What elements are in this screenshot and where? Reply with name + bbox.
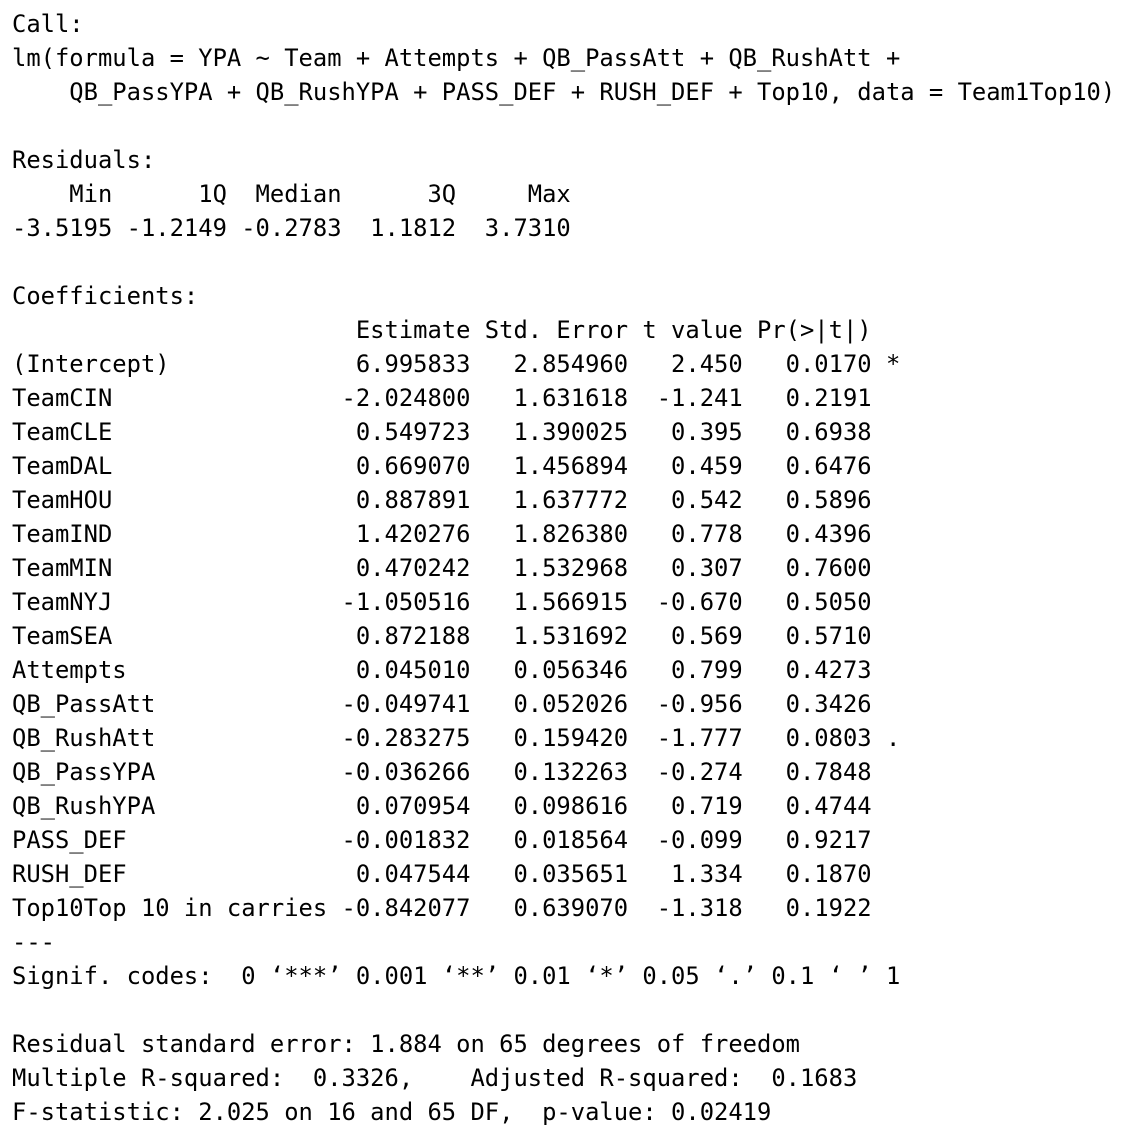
residuals-header: Min 1Q Median 3Q Max [12,180,571,208]
residuals-label: Residuals: [12,146,156,174]
blank-line [12,245,1148,279]
f-statistic-line: F-statistic: 2.025 on 16 and 65 DF, p-value: 0.02419 [12,1098,772,1126]
coefficient-row: PASS_DEF -0.001832 0.018564 -0.099 0.9217 [12,826,872,854]
coefficients-header: Estimate Std. Error t value Pr(>|t|) [12,316,872,344]
coefficient-row: TeamCIN -2.024800 1.631618 -1.241 0.2191 [12,384,872,412]
coefficients-table [12,347,1148,925]
coefficient-row: TeamIND 1.420276 1.826380 0.778 0.4396 [12,520,872,548]
call-formula-line: QB_PassYPA + QB_RushYPA + PASS_DEF + RUSH_DEF + Top10, data = Team1Top10) [12,78,1116,106]
call-label: Call: [12,10,84,38]
coefficient-row: TeamDAL 0.669070 1.456894 0.459 0.6476 [12,452,872,480]
residuals-values: -3.5195 -1.2149 -0.2783 1.1812 3.7310 [12,214,571,242]
coefficient-row: QB_PassAtt -0.049741 0.052026 -0.956 0.3426 [12,690,872,718]
coefficient-row: QB_PassYPA -0.036266 0.132263 -0.274 0.7848 [12,758,872,786]
call-formula-line: lm(formula = YPA ~ Team + Attempts + QB_PassAtt + QB_RushAtt + [12,44,915,72]
coefficient-row: Attempts 0.045010 0.056346 0.799 0.4273 [12,656,872,684]
coefficient-row: QB_RushYPA 0.070954 0.098616 0.719 0.4744 [12,792,872,820]
blank-line [12,109,1148,143]
coefficient-row: TeamNYJ -1.050516 1.566915 -0.670 0.5050 [12,588,872,616]
coefficient-row: Top10Top 10 in carries -0.842077 0.639070 -1.318 0.1922 [12,894,872,922]
coefficient-row: TeamSEA 0.872188 1.531692 0.569 0.5710 [12,622,872,650]
coefficient-row: TeamCLE 0.549723 1.390025 0.395 0.6938 [12,418,872,446]
coefficient-row: TeamMIN 0.470242 1.532968 0.307 0.7600 [12,554,872,582]
coefficient-row: TeamHOU 0.887891 1.637772 0.542 0.5896 [12,486,872,514]
coefficients-label: Coefficients: [12,282,199,310]
coefficient-row: RUSH_DEF 0.047544 0.035651 1.334 0.1870 [12,860,872,888]
coefficient-row: (Intercept) 6.995833 2.854960 2.450 0.0170 * [12,350,901,378]
separator-line: --- [12,928,55,956]
r-squared-line: Multiple R-squared: 0.3326, Adjusted R-squared: 0.1683 [12,1064,858,1092]
signif-codes-line: Signif. codes: 0 ‘***’ 0.001 ‘**’ 0.01 ‘*’ 0.05 ‘.’ 0.1 ‘ ’ 1 [12,962,901,990]
coefficient-row: QB_RushAtt -0.283275 0.159420 -1.777 0.0803 . [12,724,901,752]
blank-line [12,993,1148,1027]
residual-se-line: Residual standard error: 1.884 on 65 degrees of freedom [12,1030,800,1058]
